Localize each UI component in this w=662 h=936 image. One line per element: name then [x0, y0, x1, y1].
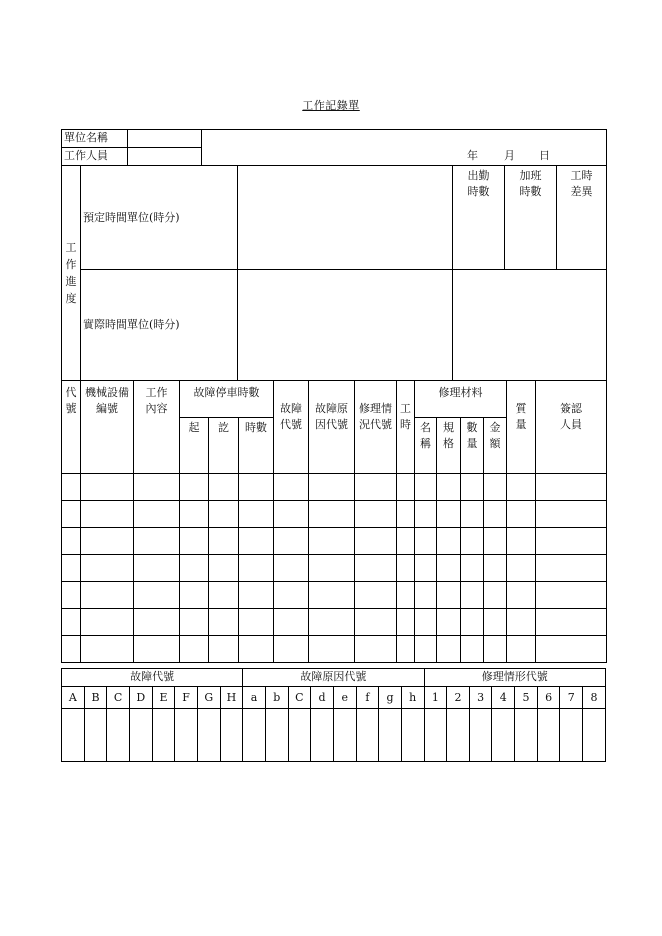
legend-repair-header: 修理情形代號	[424, 669, 606, 687]
record-cell[interactable]	[415, 528, 437, 555]
record-cell[interactable]	[309, 528, 355, 555]
col-cause-code: 故障原 因代號	[309, 381, 355, 474]
actual-time-field[interactable]	[238, 270, 453, 381]
record-cell[interactable]	[180, 528, 209, 555]
record-cell[interactable]	[507, 636, 536, 663]
record-cell[interactable]	[507, 609, 536, 636]
record-cell[interactable]	[239, 528, 274, 555]
record-cell[interactable]	[536, 609, 607, 636]
record-cell[interactable]	[536, 501, 607, 528]
record-cell[interactable]	[209, 501, 239, 528]
record-cell[interactable]	[209, 474, 239, 501]
record-cell[interactable]	[484, 636, 507, 663]
record-cell[interactable]	[397, 609, 415, 636]
record-cell[interactable]	[415, 609, 437, 636]
legend-blank-cell[interactable]	[356, 709, 379, 762]
repair-code-cell: 1	[424, 687, 447, 709]
record-cell[interactable]	[461, 474, 484, 501]
record-cell[interactable]	[239, 501, 274, 528]
legend-codes-row	[62, 687, 606, 709]
record-cell[interactable]	[239, 555, 274, 582]
legend-blank-cell[interactable]	[515, 709, 538, 762]
record-cell[interactable]	[355, 528, 397, 555]
record-cell[interactable]	[536, 555, 607, 582]
record-cell[interactable]	[397, 528, 415, 555]
record-cell[interactable]	[239, 474, 274, 501]
actual-time-label: 實際時間單位(時分)	[81, 270, 238, 381]
record-cell[interactable]	[62, 501, 81, 528]
record-cell[interactable]	[81, 555, 134, 582]
record-cell[interactable]	[239, 582, 274, 609]
record-cell[interactable]	[62, 474, 81, 501]
month-label: 月	[504, 149, 515, 162]
fault-code-cell: H	[220, 687, 243, 709]
record-cell[interactable]	[536, 474, 607, 501]
record-rows	[62, 474, 607, 663]
legend-blank-cell[interactable]	[424, 709, 447, 762]
legend-blank-cell[interactable]	[84, 709, 107, 762]
record-cell[interactable]	[309, 609, 355, 636]
legend-blank-cell[interactable]	[492, 709, 515, 762]
legend-blank-cell[interactable]	[62, 709, 85, 762]
cause-code-cell: g	[379, 687, 402, 709]
col-repair-code: 修理情 況代號	[355, 381, 397, 474]
col-mat-name: 名 稱	[415, 418, 437, 474]
record-cell[interactable]	[415, 501, 437, 528]
record-cell[interactable]	[415, 582, 437, 609]
repair-code-cell: 6	[537, 687, 560, 709]
record-cell[interactable]	[355, 582, 397, 609]
record-cell[interactable]	[484, 501, 507, 528]
col-hours: 時數	[239, 418, 274, 474]
record-cell[interactable]	[274, 582, 309, 609]
legend-blank-cell[interactable]	[197, 709, 220, 762]
record-cell[interactable]	[62, 609, 81, 636]
record-cell[interactable]	[437, 609, 461, 636]
legend-blank-cell[interactable]	[175, 709, 198, 762]
record-cell[interactable]	[507, 501, 536, 528]
repair-code-cell: 5	[515, 687, 538, 709]
record-cell[interactable]	[484, 555, 507, 582]
record-cell[interactable]	[81, 501, 134, 528]
legend-blanks-row	[62, 709, 606, 762]
date-area	[202, 130, 607, 166]
record-cell[interactable]	[507, 555, 536, 582]
col-start: 起	[180, 418, 209, 474]
header-progress-table	[61, 129, 607, 381]
record-cell[interactable]	[274, 609, 309, 636]
record-cell[interactable]	[62, 636, 81, 663]
repair-code-cell: 8	[583, 687, 606, 709]
record-cell[interactable]	[397, 555, 415, 582]
overtime-hours-label: 加班 時數	[505, 166, 557, 270]
record-cell[interactable]	[461, 528, 484, 555]
table-row	[62, 528, 607, 555]
cause-code-cell: h	[401, 687, 424, 709]
col-content: 工作 內容	[134, 381, 180, 474]
record-cell[interactable]	[239, 609, 274, 636]
legend-blank-cell[interactable]	[152, 709, 175, 762]
legend-blank-cell[interactable]	[243, 709, 266, 762]
legend-cause-header: 故障原因代號	[243, 669, 424, 687]
record-cell[interactable]	[239, 636, 274, 663]
table-row	[62, 501, 607, 528]
record-cell[interactable]	[180, 582, 209, 609]
progress-label: 工作進度	[62, 166, 81, 381]
cause-code-cell: e	[333, 687, 356, 709]
table-row	[62, 555, 607, 582]
record-cell[interactable]	[484, 474, 507, 501]
record-cell[interactable]	[209, 528, 239, 555]
table-row	[62, 582, 607, 609]
cause-code-cell: a	[243, 687, 266, 709]
fault-code-cell: B	[84, 687, 107, 709]
record-cell[interactable]	[437, 555, 461, 582]
col-mat-qty: 數 量	[461, 418, 484, 474]
record-cell[interactable]	[209, 555, 239, 582]
legend-blank-cell[interactable]	[583, 709, 606, 762]
fault-code-cell: G	[197, 687, 220, 709]
fault-code-cell: C	[107, 687, 130, 709]
repair-code-cell: 7	[560, 687, 583, 709]
record-cell[interactable]	[309, 636, 355, 663]
record-cell[interactable]	[309, 555, 355, 582]
planned-time-field[interactable]	[238, 166, 453, 270]
legend-blank-cell[interactable]	[333, 709, 356, 762]
legend-blank-cell[interactable]	[469, 709, 492, 762]
col-quality: 質 量	[507, 381, 536, 474]
legend-blank-cell[interactable]	[107, 709, 130, 762]
fault-code-cell: A	[62, 687, 85, 709]
record-cell[interactable]	[507, 582, 536, 609]
repair-code-cell: 2	[447, 687, 470, 709]
year-label: 年	[467, 149, 478, 162]
record-cell[interactable]	[274, 555, 309, 582]
record-cell[interactable]	[397, 501, 415, 528]
legend-blank-cell[interactable]	[220, 709, 243, 762]
record-cell[interactable]	[274, 501, 309, 528]
actual-hours-field[interactable]	[453, 270, 607, 381]
cause-code-cell: f	[356, 687, 379, 709]
record-cell[interactable]	[309, 474, 355, 501]
staff-field[interactable]	[128, 148, 202, 166]
legend-blank-cell[interactable]	[311, 709, 334, 762]
record-cell[interactable]	[274, 636, 309, 663]
record-cell[interactable]	[484, 609, 507, 636]
record-cell[interactable]	[62, 555, 81, 582]
record-cell[interactable]	[180, 609, 209, 636]
record-cell[interactable]	[134, 528, 180, 555]
record-cell[interactable]	[461, 582, 484, 609]
record-cell[interactable]	[81, 582, 134, 609]
record-cell[interactable]	[461, 636, 484, 663]
record-cell[interactable]	[461, 501, 484, 528]
cause-code-cell: C	[288, 687, 311, 709]
record-cell[interactable]	[507, 474, 536, 501]
col-mat-amount: 金 額	[484, 418, 507, 474]
legend-blank-cell[interactable]	[265, 709, 288, 762]
record-cell[interactable]	[415, 555, 437, 582]
record-cell[interactable]	[355, 474, 397, 501]
fault-code-cell: E	[152, 687, 175, 709]
cause-code-cell: b	[265, 687, 288, 709]
records-table	[61, 380, 607, 663]
repair-code-cell: 3	[469, 687, 492, 709]
record-cell[interactable]	[134, 555, 180, 582]
legend-fault-header: 故障代號	[62, 669, 243, 687]
record-cell[interactable]	[536, 582, 607, 609]
record-cell[interactable]	[81, 609, 134, 636]
record-cell[interactable]	[180, 636, 209, 663]
legend-blank-cell[interactable]	[447, 709, 470, 762]
planned-time-label: 預定時間單位(時分)	[81, 166, 238, 270]
record-cell[interactable]	[355, 609, 397, 636]
record-cell[interactable]	[309, 501, 355, 528]
table-row	[62, 474, 607, 501]
record-cell[interactable]	[397, 582, 415, 609]
record-cell[interactable]	[461, 555, 484, 582]
record-cell[interactable]	[484, 582, 507, 609]
record-cell[interactable]	[274, 474, 309, 501]
record-cell[interactable]	[437, 582, 461, 609]
record-cell[interactable]	[180, 501, 209, 528]
record-cell[interactable]	[180, 474, 209, 501]
record-cell[interactable]	[536, 636, 607, 663]
col-end: 訖	[209, 418, 239, 474]
legend-blank-cell[interactable]	[129, 709, 152, 762]
record-cell[interactable]	[355, 636, 397, 663]
table-row	[62, 636, 607, 663]
repair-code-cell: 4	[492, 687, 515, 709]
col-mat-spec: 規 格	[437, 418, 461, 474]
record-cell[interactable]	[134, 609, 180, 636]
record-cell[interactable]	[134, 582, 180, 609]
record-cell[interactable]	[437, 636, 461, 663]
record-cell[interactable]	[355, 555, 397, 582]
col-code: 代 號	[62, 381, 81, 474]
record-cell[interactable]	[81, 528, 134, 555]
legend-blank-cell[interactable]	[560, 709, 583, 762]
record-cell[interactable]	[62, 582, 81, 609]
record-cell[interactable]	[437, 528, 461, 555]
record-cell[interactable]	[415, 474, 437, 501]
record-cell[interactable]	[397, 636, 415, 663]
legend-blank-cell[interactable]	[537, 709, 560, 762]
cause-code-cell: d	[311, 687, 334, 709]
fault-code-cell: D	[129, 687, 152, 709]
record-cell[interactable]	[484, 528, 507, 555]
record-cell[interactable]	[209, 609, 239, 636]
col-machine: 機械設備 編號	[81, 381, 134, 474]
col-work-hours: 工 時	[397, 381, 415, 474]
record-cell[interactable]	[180, 555, 209, 582]
hours-diff-label: 工時 差異	[557, 166, 607, 270]
col-signer: 簽認 人員	[536, 381, 607, 474]
record-cell[interactable]	[309, 582, 355, 609]
record-cell[interactable]	[134, 501, 180, 528]
record-cell[interactable]	[209, 582, 239, 609]
record-cell[interactable]	[209, 636, 239, 663]
legend-table	[61, 668, 606, 762]
unit-field[interactable]	[128, 130, 202, 148]
record-cell[interactable]	[62, 528, 81, 555]
legend-blank-cell[interactable]	[379, 709, 402, 762]
record-cell[interactable]	[507, 528, 536, 555]
legend-blank-cell[interactable]	[288, 709, 311, 762]
unit-label: 單位名稱	[62, 130, 128, 148]
col-fault-code: 故障 代號	[274, 381, 309, 474]
record-cell[interactable]	[536, 528, 607, 555]
col-downtime: 故障停車時數	[180, 381, 274, 418]
fault-code-cell: F	[175, 687, 198, 709]
record-cell[interactable]	[437, 474, 461, 501]
staff-label: 工作人員	[62, 148, 128, 166]
record-cell[interactable]	[397, 474, 415, 501]
legend-blank-cell[interactable]	[401, 709, 424, 762]
record-cell[interactable]	[274, 528, 309, 555]
record-cell[interactable]	[355, 501, 397, 528]
day-label: 日	[539, 149, 550, 162]
record-cell[interactable]	[437, 501, 461, 528]
record-cell[interactable]	[415, 636, 437, 663]
col-materials: 修理材料	[415, 381, 507, 418]
attendance-hours-label: 出勤 時數	[453, 166, 505, 270]
table-row	[62, 609, 607, 636]
form-title: 工作記錄單	[302, 99, 360, 112]
record-cell[interactable]	[81, 474, 134, 501]
record-cell[interactable]	[134, 636, 180, 663]
record-cell[interactable]	[134, 474, 180, 501]
record-cell[interactable]	[461, 609, 484, 636]
record-cell[interactable]	[81, 636, 134, 663]
